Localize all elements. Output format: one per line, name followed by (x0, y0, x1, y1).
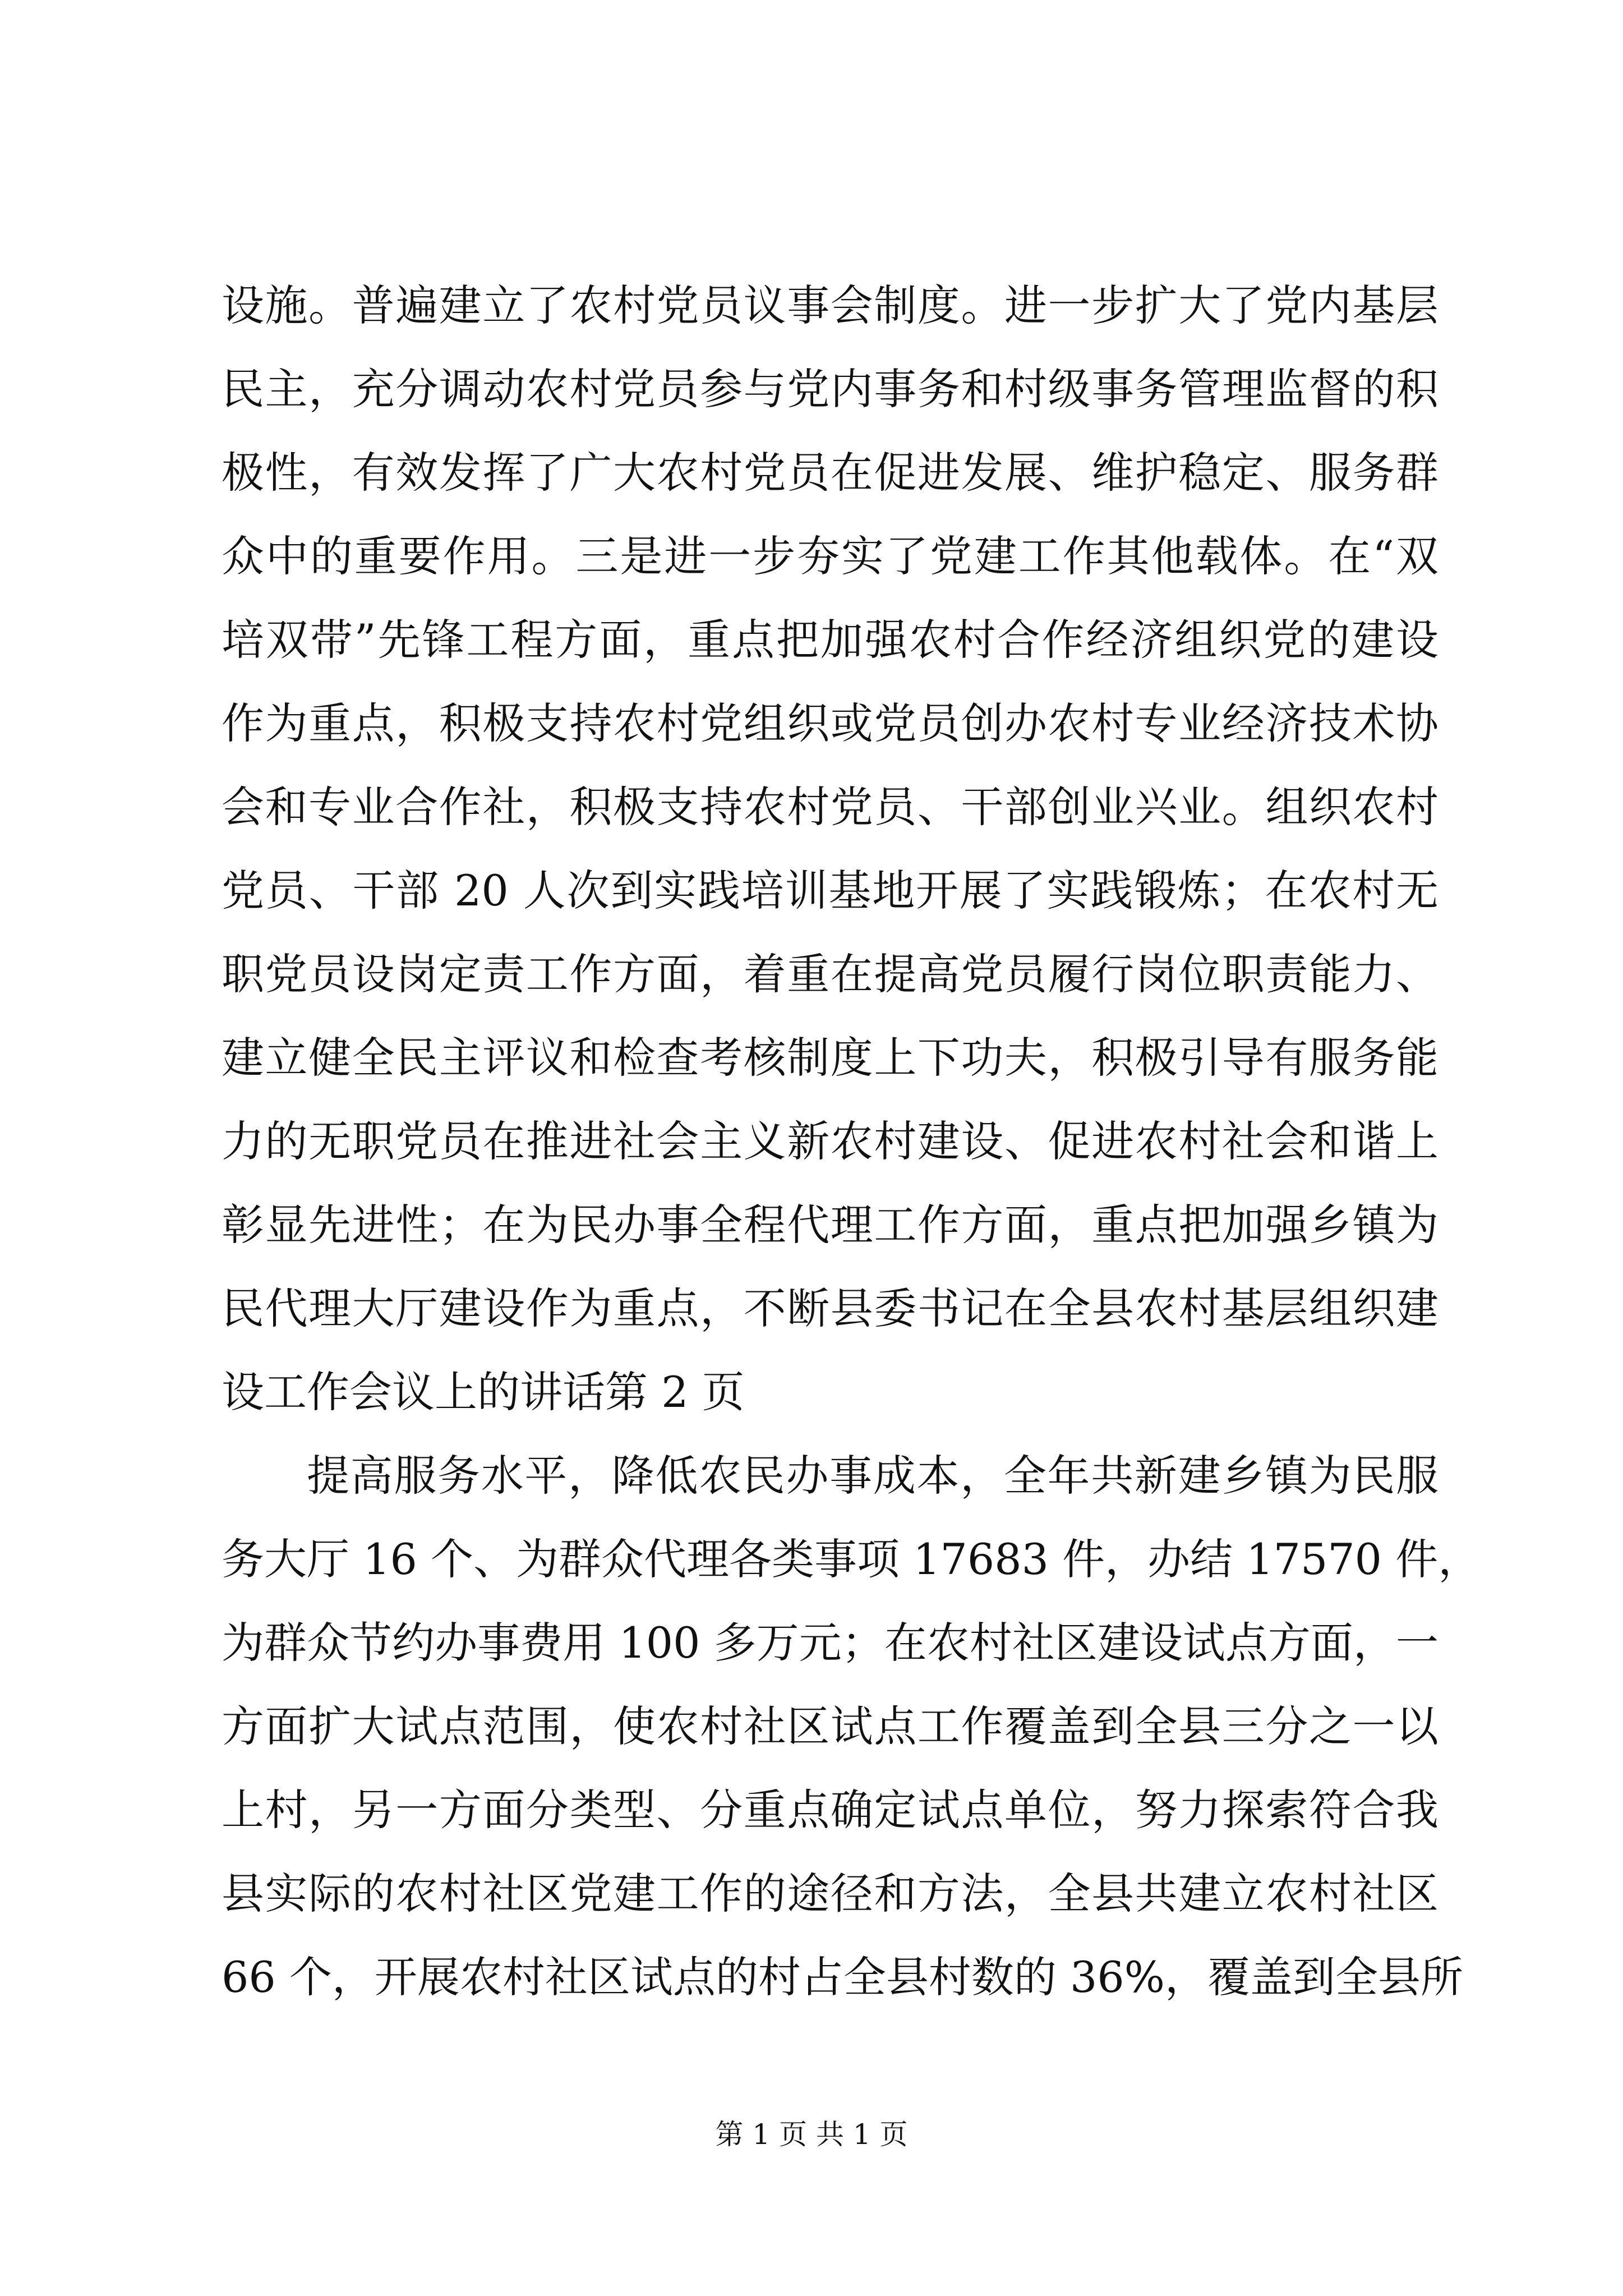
text-line: 作为重点，积极支持农村党组织或党员创办农村专业经济技术协 (222, 698, 1438, 748)
text-line: 县实际的农村社区党建工作的途径和方法，全县共建立农村社区 (222, 1869, 1438, 1918)
text-line: 民代理大厅建设作为重点，不断县委书记在全县农村基层组织建 (222, 1283, 1438, 1333)
page-number-label: 第 1 页 共 1 页 (715, 2118, 908, 2151)
text-line: 众中的重要作用。三是进一步夯实了党建工作其他载体。在“双 (222, 531, 1438, 581)
text-line: 民主，充分调动农村党员参与党内事务和村级事务管理监督的积 (222, 364, 1438, 414)
text-line: 设工作会议上的讲话第 2 页 (222, 1367, 745, 1417)
text-line: 提高服务水平，降低农民办事成本，全年共新建乡镇为民服 (307, 1451, 1438, 1501)
text-line: 务大厅 16 个、为群众代理各类事项 17683 件，办结 17570 件， (222, 1534, 1481, 1584)
text-line: 建立健全民主评议和检查考核制度上下功夫，积极引导有服务能 (222, 1033, 1438, 1083)
text-line: 力的无职党员在推进社会主义新农村建设、促进农村社会和谐上 (222, 1116, 1438, 1166)
page-footer (0, 2115, 1623, 2154)
text-line: 66 个，开展农村社区试点的村占全县村数的 36%，覆盖到全县所 (222, 1952, 1463, 2002)
text-line: 方面扩大试点范围，使农村社区试点工作覆盖到全县三分之一以 (222, 1701, 1438, 1751)
text-line: 党员、干部 20 人次到实践培训基地开展了实践锻炼；在农村无 (222, 866, 1438, 915)
text-line: 为群众节约办事费用 100 多万元；在农村社区建设试点方面，一 (222, 1618, 1438, 1668)
text-line: 上村，另一方面分类型、分重点确定试点单位，努力探索符合我 (222, 1785, 1438, 1835)
text-line: 彰显先进性；在为民办事全程代理工作方面，重点把加强乡镇为 (222, 1200, 1438, 1250)
text-line: 会和专业合作社，积极支持农村党员、干部创业兴业。组织农村 (222, 782, 1438, 832)
text-line: 极性，有效发挥了广大农村党员在促进发展、维护稳定、服务群 (222, 448, 1438, 498)
text-line: 设施。普遍建立了农村党员议事会制度。进一步扩大了党内基层 (222, 280, 1438, 330)
text-line: 职党员设岗定责工作方面，着重在提高党员履行岗位职责能力、 (222, 949, 1438, 999)
document-body (222, 264, 1481, 2019)
text-line: 培双带”先锋工程方面，重点把加强农村合作经济组织党的建设 (222, 615, 1438, 665)
